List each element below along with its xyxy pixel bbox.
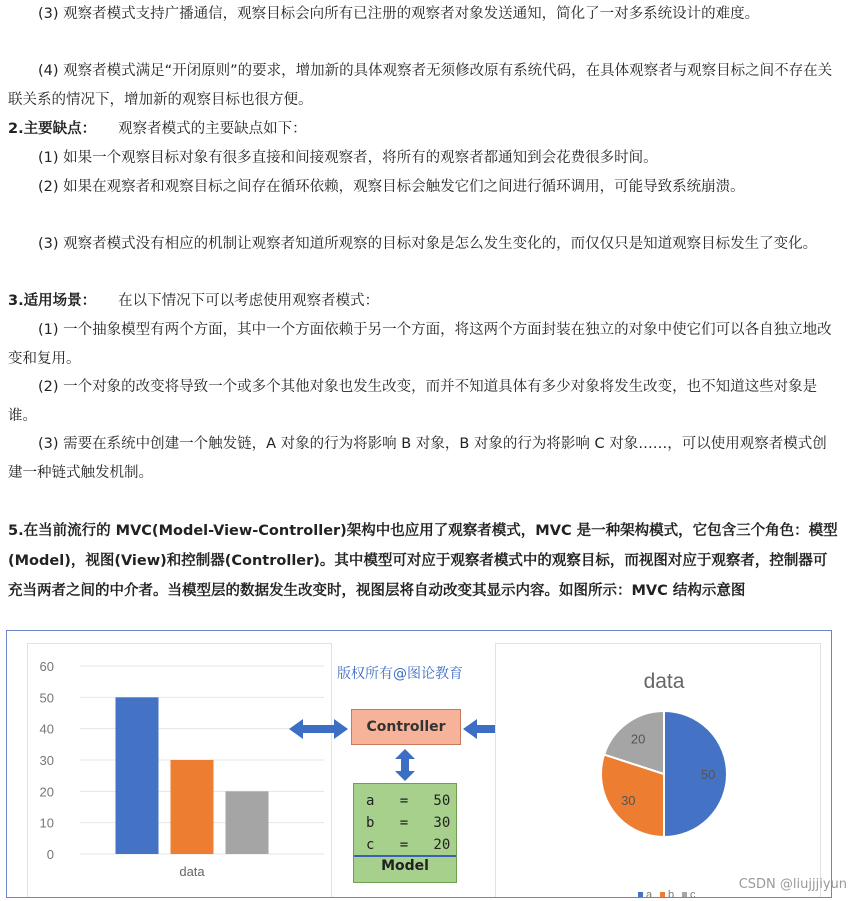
bar-ytick-label: 50 [39, 690, 54, 706]
section-label: 2.主要缺点： [8, 121, 97, 137]
bar-a [116, 697, 159, 854]
section-label: 3.适用场景： [8, 293, 97, 309]
pie-legend-label-b: b [668, 889, 675, 898]
section-intro: 在以下情况下可以考虑使用观察者模式： [118, 293, 380, 309]
model-row-c: c = 20 [366, 837, 451, 853]
bar-ytick-label: 10 [39, 815, 54, 831]
pie-slice-a [664, 711, 727, 837]
bar-ytick-label: 60 [39, 659, 54, 674]
pie-legend-swatch-a [638, 892, 643, 897]
model-divider [354, 855, 456, 857]
section-heading-scenarios [8, 287, 838, 316]
bar-xaxis-label: data [179, 864, 205, 879]
model-row-b: b = 30 [366, 815, 451, 831]
pie-legend-label-a: a [646, 889, 653, 898]
bar-ytick-label: 40 [39, 721, 54, 737]
bar-b [171, 760, 214, 854]
bar-chart-view [27, 643, 332, 898]
paragraph-disadvantage-2: (2) 如果在观察者和观察目标之间存在循环依赖，观察目标会触发它们之间进行循环调用，可能导致系统崩溃。 [38, 179, 745, 195]
csdn-watermark: CSDN @liujjjiyun [738, 877, 847, 892]
paragraph-disadvantage-1: (1) 如果一个观察目标对象有很多直接和间接观察者，将所有的观察者都通知到会花费很多时间。 [38, 150, 658, 166]
pie-data-label-c: 20 [630, 731, 646, 747]
model-row-a: a = 50 [366, 793, 451, 809]
paragraph-disadvantage-3: (3) 观察者模式没有相应的机制让观察者知道所观察的目标对象是怎么发生变化的，而仅仅只是知道观察目标发生了变化。 [38, 236, 818, 252]
paragraph-observer-advantage-4: (4) 观察者模式满足“开闭原则”的要求，增加新的具体观察者无须修改原有系统代码，在具体观察者与观察目标之间不存在关联关系的情况下，增加新的观察目标也很方便。 [8, 63, 833, 108]
pie-chart [496, 644, 820, 898]
paragraph-scenario-3: (3) 需要在系统中创建一个触发链，A 对象的行为将影响 B 对象，B 对象的行为将影响 C 对象……，可以使用观察者模式创建一种链式触发机制。 [8, 436, 827, 481]
double-arrow-down [395, 749, 415, 781]
copyright-label: 版权所有@图论教育 [337, 666, 463, 682]
paragraph-scenario-1: (1) 一个抽象模型有两个方面，其中一个方面依赖于另一个方面，将这两个方面封装在独立的对象中使它们可以各自独立地改变和复用。 [8, 322, 832, 367]
model-box [353, 783, 457, 883]
bar-ytick-label: 0 [46, 847, 54, 862]
section-intro: 观察者模式的主要缺点如下： [118, 121, 307, 137]
controller-box: Controller [351, 709, 461, 745]
pie-title: data [643, 670, 685, 693]
pie-chart-view [495, 643, 821, 898]
paragraph-scenario-2: (2) 一个对象的改变将导致一个或多个其他对象也发生改变，而并不知道具体有多少对象将发生改变，也不知道这些对象是谁。 [8, 379, 818, 424]
pie-legend-label-c: c [690, 889, 696, 898]
paragraph-observer-advantage-3: (3) 观察者模式支持广播通信，观察目标会向所有已注册的观察者对象发送通知，简化了一对多系统设计的难度。 [38, 6, 760, 22]
bar-chart [28, 644, 331, 898]
paragraph-mvc-description: 5.在当前流行的 MVC(Model-View-Controller)架构中也应用了观察者模式，MVC 是一种架构模式，它包含三个角色：模型(Model)，视图(View)和控制器(Controller)。其中模型可对应于观察者模式中的观察目标，而视图对应于观察者，控制器可充当两者之间的中介者。当模型层的数据发生改变时，视图层将自动改变其显示内容。如图所示：MVC 结构示意图 [8, 523, 838, 599]
section-heading-disadvantages [8, 115, 838, 144]
bar-ytick-label: 30 [39, 753, 54, 768]
bar-ytick-label: 20 [39, 784, 54, 800]
pie-legend-swatch-c [682, 892, 687, 897]
model-label: Model [381, 858, 429, 874]
pie-data-label-b: 30 [621, 792, 636, 808]
pie-legend-swatch-b [660, 892, 665, 897]
bar-c [226, 791, 269, 854]
pie-data-label-a: 50 [700, 767, 716, 782]
mvc-structure-figure [6, 630, 832, 898]
